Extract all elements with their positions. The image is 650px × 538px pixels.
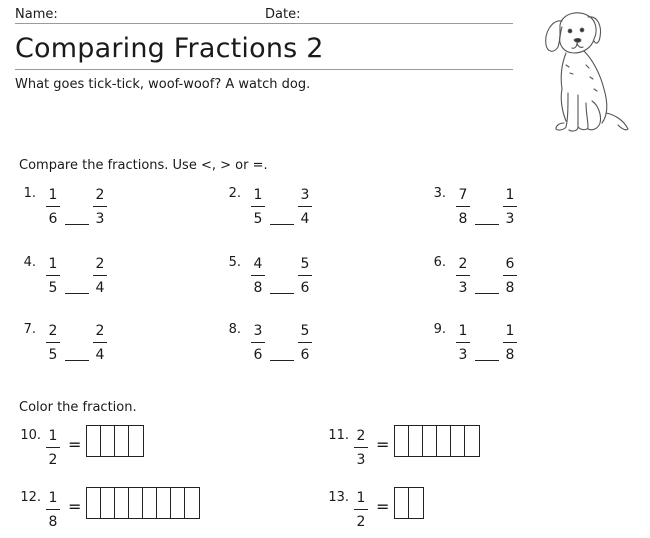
fraction	[353, 428, 369, 468]
fraction-bar	[456, 342, 470, 343]
problem-number: 10.	[20, 428, 41, 443]
bar-model-cell[interactable]	[101, 488, 115, 518]
numerator: 1	[48, 187, 58, 203]
bar-model-cell[interactable]	[101, 426, 115, 456]
bar-model-cell[interactable]	[409, 426, 423, 456]
numerator: 6	[505, 256, 515, 272]
denominator: 8	[48, 514, 58, 530]
fraction-bar	[46, 447, 60, 448]
numerator: 5	[300, 256, 310, 272]
answer-blank[interactable]	[270, 360, 294, 361]
answer-blank[interactable]	[65, 293, 89, 294]
fraction-bar	[46, 206, 60, 207]
numerator: 3	[253, 323, 263, 339]
page-title: Comparing Fractions 2	[15, 33, 324, 64]
numerator: 2	[95, 187, 105, 203]
numerator: 2	[458, 256, 468, 272]
fraction-left	[45, 256, 61, 296]
fraction-bar	[354, 509, 368, 510]
bar-model-cell[interactable]	[423, 426, 437, 456]
numerator: 1	[48, 256, 58, 272]
equals-sign: =	[376, 497, 390, 516]
fraction-bar	[93, 275, 107, 276]
fraction-right	[502, 187, 518, 227]
numerator: 4	[253, 256, 263, 272]
denominator: 8	[505, 280, 515, 296]
problem-number: 1.	[23, 186, 36, 201]
fraction-bar	[456, 275, 470, 276]
date-label: Date:	[265, 7, 301, 22]
problem-number: 3.	[433, 186, 446, 201]
numerator: 2	[356, 428, 366, 444]
fraction-bar-model[interactable]	[394, 425, 480, 457]
numerator: 1	[458, 323, 468, 339]
denominator: 6	[253, 347, 263, 363]
fraction-bar	[251, 342, 265, 343]
denominator: 6	[300, 280, 310, 296]
bar-model-cell[interactable]	[143, 488, 157, 518]
problem-number: 13.	[328, 490, 349, 505]
bar-model-cell[interactable]	[87, 426, 101, 456]
fraction-right	[92, 256, 108, 296]
problem-number: 4.	[23, 255, 36, 270]
fraction	[353, 490, 369, 530]
numerator: 2	[95, 323, 105, 339]
fraction-bar	[46, 509, 60, 510]
bar-model-cell[interactable]	[129, 426, 143, 456]
denominator: 5	[48, 347, 58, 363]
header-divider	[15, 23, 513, 24]
answer-blank[interactable]	[270, 224, 294, 225]
fraction-bar	[93, 342, 107, 343]
fraction-right	[502, 323, 518, 363]
fraction-bar-model[interactable]	[394, 487, 424, 519]
fraction-bar	[93, 206, 107, 207]
answer-blank[interactable]	[65, 360, 89, 361]
fraction-right	[92, 323, 108, 363]
fraction	[45, 428, 61, 468]
compare-instructions: Compare the fractions. Use <, > or =.	[19, 158, 268, 173]
bar-model-cell[interactable]	[157, 488, 171, 518]
denominator: 4	[300, 211, 310, 227]
denominator: 3	[95, 211, 105, 227]
bar-model-cell[interactable]	[185, 488, 199, 518]
bar-model-cell[interactable]	[437, 426, 451, 456]
numerator: 2	[95, 256, 105, 272]
bar-model-cell[interactable]	[451, 426, 465, 456]
equals-sign: =	[376, 435, 390, 454]
fraction-bar	[46, 275, 60, 276]
problem-number: 12.	[20, 490, 41, 505]
denominator: 6	[48, 211, 58, 227]
joke-text: What goes tick-tick, woof-woof? A watch dog.	[15, 77, 311, 92]
bar-model-cell[interactable]	[171, 488, 185, 518]
fraction-bar-model[interactable]	[86, 425, 144, 457]
fraction-bar-model[interactable]	[86, 487, 200, 519]
fraction-bar	[503, 206, 517, 207]
numerator: 1	[48, 490, 58, 506]
problem-number: 11.	[328, 428, 349, 443]
dog-sketch-icon	[522, 3, 642, 143]
denominator: 3	[458, 280, 468, 296]
fraction-bar	[503, 342, 517, 343]
answer-blank[interactable]	[475, 360, 499, 361]
fraction-bar	[46, 342, 60, 343]
fraction	[45, 490, 61, 530]
denominator: 2	[48, 452, 58, 468]
answer-blank[interactable]	[475, 224, 499, 225]
fraction-bar	[298, 206, 312, 207]
denominator: 3	[458, 347, 468, 363]
problem-number: 5.	[228, 255, 241, 270]
fraction-left	[45, 323, 61, 363]
fraction-right	[297, 256, 313, 296]
title-divider	[15, 69, 513, 70]
fraction-bar	[251, 275, 265, 276]
numerator: 1	[48, 428, 58, 444]
fraction-bar	[298, 342, 312, 343]
denominator: 8	[505, 347, 515, 363]
numerator: 1	[505, 323, 515, 339]
answer-blank[interactable]	[475, 293, 499, 294]
fraction-bar	[503, 275, 517, 276]
equals-sign: =	[68, 435, 82, 454]
bar-model-cell[interactable]	[395, 488, 409, 518]
fraction-left	[250, 323, 266, 363]
denominator: 8	[253, 280, 263, 296]
denominator: 3	[505, 211, 515, 227]
bar-model-cell[interactable]	[395, 426, 409, 456]
fraction-right	[297, 323, 313, 363]
fraction-bar	[354, 447, 368, 448]
numerator: 1	[356, 490, 366, 506]
numerator: 1	[505, 187, 515, 203]
color-instructions: Color the fraction.	[19, 400, 137, 415]
numerator: 2	[48, 323, 58, 339]
denominator: 4	[95, 347, 105, 363]
fraction-bar	[298, 275, 312, 276]
bar-model-cell[interactable]	[87, 488, 101, 518]
fraction-right	[297, 187, 313, 227]
numerator: 7	[458, 187, 468, 203]
problem-number: 8.	[228, 322, 241, 337]
numerator: 1	[253, 187, 263, 203]
problem-number: 6.	[433, 255, 446, 270]
fraction-bar	[456, 206, 470, 207]
denominator: 3	[356, 452, 366, 468]
problem-number: 9.	[433, 322, 446, 337]
fraction-bar	[251, 206, 265, 207]
denominator: 5	[253, 211, 263, 227]
numerator: 3	[300, 187, 310, 203]
fraction-left	[45, 187, 61, 227]
answer-blank[interactable]	[65, 224, 89, 225]
denominator: 2	[356, 514, 366, 530]
bar-model-cell[interactable]	[115, 426, 129, 456]
bar-model-cell[interactable]	[465, 426, 479, 456]
fraction-left	[250, 187, 266, 227]
fraction-left	[455, 256, 471, 296]
fraction-left	[250, 256, 266, 296]
fraction-right	[502, 256, 518, 296]
fraction-left	[455, 187, 471, 227]
problem-number: 7.	[23, 322, 36, 337]
bar-model-cell[interactable]	[409, 488, 423, 518]
denominator: 6	[300, 347, 310, 363]
numerator: 5	[300, 323, 310, 339]
fraction-left	[455, 323, 471, 363]
denominator: 5	[48, 280, 58, 296]
bar-model-cell[interactable]	[129, 488, 143, 518]
name-label: Name:	[15, 7, 58, 22]
denominator: 4	[95, 280, 105, 296]
bar-model-cell[interactable]	[115, 488, 129, 518]
problem-number: 2.	[228, 186, 241, 201]
denominator: 8	[458, 211, 468, 227]
answer-blank[interactable]	[270, 293, 294, 294]
equals-sign: =	[68, 497, 82, 516]
fraction-right	[92, 187, 108, 227]
